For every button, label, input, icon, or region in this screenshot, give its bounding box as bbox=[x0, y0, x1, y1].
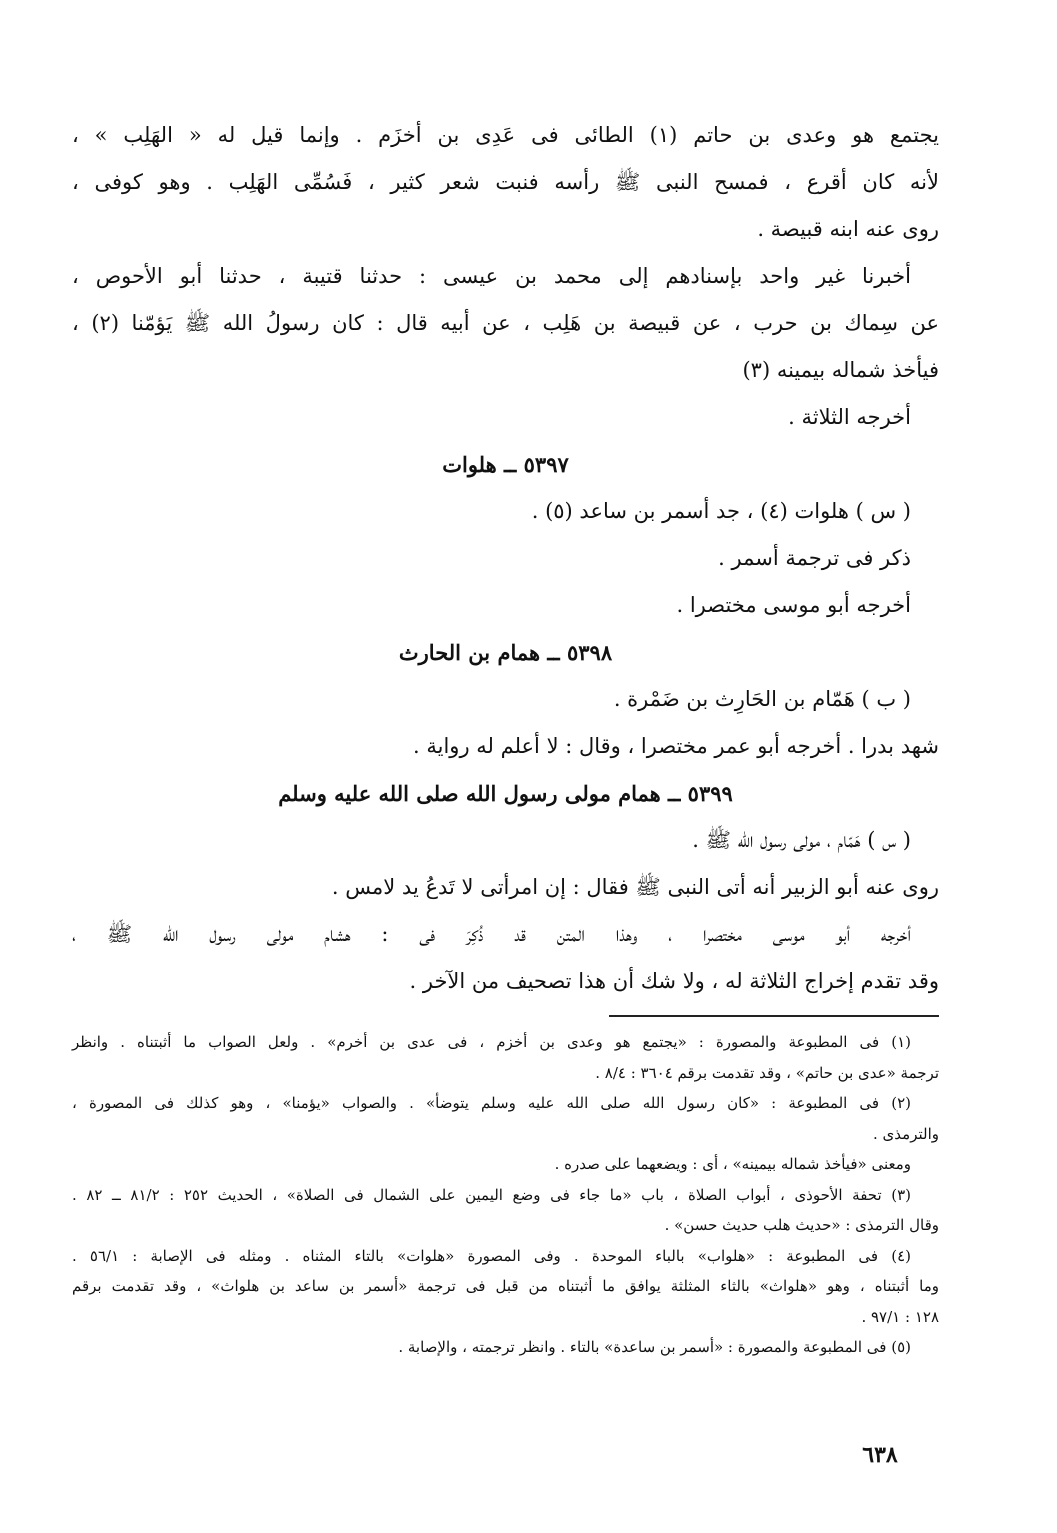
entry-line: ذكر فى ترجمة أسمر . bbox=[718, 546, 911, 570]
entry-line: روى عنه أبو الزبير أنه أتى النبى ﷺ فقال : إن امرأتى لا تَدعُ يد لامس . bbox=[331, 875, 939, 899]
entry-heading-5398: ٥٣٩٨ ــ همام بن الحارث bbox=[398, 640, 613, 665]
footnote-line: (٢) فى المطبوعة : «كان رسول الله صلى الله عليه وسلم يتوضأ» . والصواب «يؤمنا» ، وهو كذلك فى المصورة ، bbox=[72, 1094, 911, 1112]
page-number: ٦٣٨ bbox=[862, 1442, 898, 1468]
paragraph-line: أخبرنا غير واحد بإسنادهم إلى محمد بن عيسى : حدثنا قتيبة ، حدثنا أبو الأحوص ، bbox=[72, 264, 911, 288]
entry-line: وقد تقدم إخراج الثلاثة له ، ولا شك أن هذا تصحيف من الآخر . bbox=[409, 969, 939, 993]
entry-line: ( ب ) هَمّام بن الحَارِث بن ضَمْرة . bbox=[613, 687, 911, 711]
paragraph-line: روى عنه ابنه قبيصة . bbox=[757, 217, 939, 241]
entry-line: ( س ) هَمّام ، مولى رسول الله ﷺ . bbox=[692, 828, 911, 852]
footnote-line: وقال الترمذى : «حديث هلب حديث حسن» . bbox=[664, 1216, 939, 1234]
footnote-line: وما أثبتناه ، وهو «هلواث» بالثاء المثلثة يوافق ما أثبتناه من قبل فى ترجمة «أسمر بن ساعد بن هلواث» ، وقد تقدمت برقم bbox=[72, 1277, 939, 1295]
entry-line: أخرجه أبو موسى مختصرا . bbox=[676, 593, 911, 617]
main-text bbox=[72, 112, 939, 1005]
footnote-line: ومعنى «فيأخذ شماله بيمينه» ، أى : ويضعهما على صدره . bbox=[554, 1155, 911, 1173]
footnote-divider bbox=[72, 1015, 939, 1017]
footnote-line: (١) فى المطبوعة والمصورة : «يجتمع هو وعدى بن أخزم ، فى عدى بن أخرم» . ولعل الصواب ما أثبتناه . وانظر bbox=[72, 1033, 912, 1051]
entry-line: شهد بدرا . أخرجه أبو عمر مختصرا ، وقال : لا أعلم له رواية . bbox=[413, 734, 939, 758]
entry-heading-5397: ٥٣٩٧ ــ هلوات bbox=[442, 452, 569, 477]
footnote-line: ١٢٨ : ٩٧/١ . bbox=[861, 1307, 939, 1326]
paragraph-line: عن سِماك بن حرب ، عن قبيصة بن هَلِب ، عن أبيه قال : كان رسولُ الله ﷺ يَؤمّنا (٢) ، bbox=[72, 311, 939, 335]
paragraph-line: لأنه كان أقرع ، فمسح النبى ﷺ رأسه فنبت شعر كثير ، فَسُمِّى الهَلِب . وهو كوفى ، bbox=[72, 170, 939, 194]
footnote-line: (٣) تحفة الأحوذى ، أبواب الصلاة ، باب «ما جاء فى وضع اليمين على الشمال فى الصلاة» ، الحديث ٢٥٢ : ٨١/٢ ــ ٨٢ . bbox=[72, 1185, 911, 1204]
paragraph-line: يجتمع هو وعدى بن حاتم (١) الطائى فى عَدِى بن أخزَم . وإنما قيل له « الهَلِب » ، bbox=[72, 123, 939, 147]
footnote-line: (٥) فى المطبوعة والمصورة : «أسمر بن ساعدة» بالتاء . وانظر ترجمته ، والإصابة . bbox=[398, 1338, 911, 1356]
footnote-rule bbox=[609, 1015, 939, 1017]
footnote-line: والترمذى . bbox=[873, 1124, 939, 1143]
entry-line: ( س ) هلوات (٤) ، جد أسمر بن ساعد (٥) . bbox=[531, 499, 911, 523]
footnotes bbox=[72, 1027, 939, 1363]
paragraph-line: أخرجه الثلاثة . bbox=[788, 405, 911, 429]
entry-heading-5399: ٥٣٩٩ ــ همام مولى رسول الله صلى الله عليه وسلم bbox=[278, 781, 733, 806]
entry-line: أخرجه أبو موسى مختصرا ، وهذا المتن قد ذُكِرَ فى : هشام مولى رسول الله ﷺ ، bbox=[72, 922, 911, 946]
paragraph-line: فيأخذ شماله بيمينه (٣) bbox=[742, 358, 939, 382]
footnote-line: (٤) فى المطبوعة : «هلواب» بالباء الموحدة . وفى المصورة «هلوات» بالتاء المثناه . ومثله فى الإصابة : ٥٦/١ . bbox=[72, 1246, 911, 1265]
footnote-line: ترجمة «عدى بن حاتم» ، وقد تقدمت برقم ٣٦٠٤ : ٨/٤ . bbox=[595, 1063, 939, 1082]
